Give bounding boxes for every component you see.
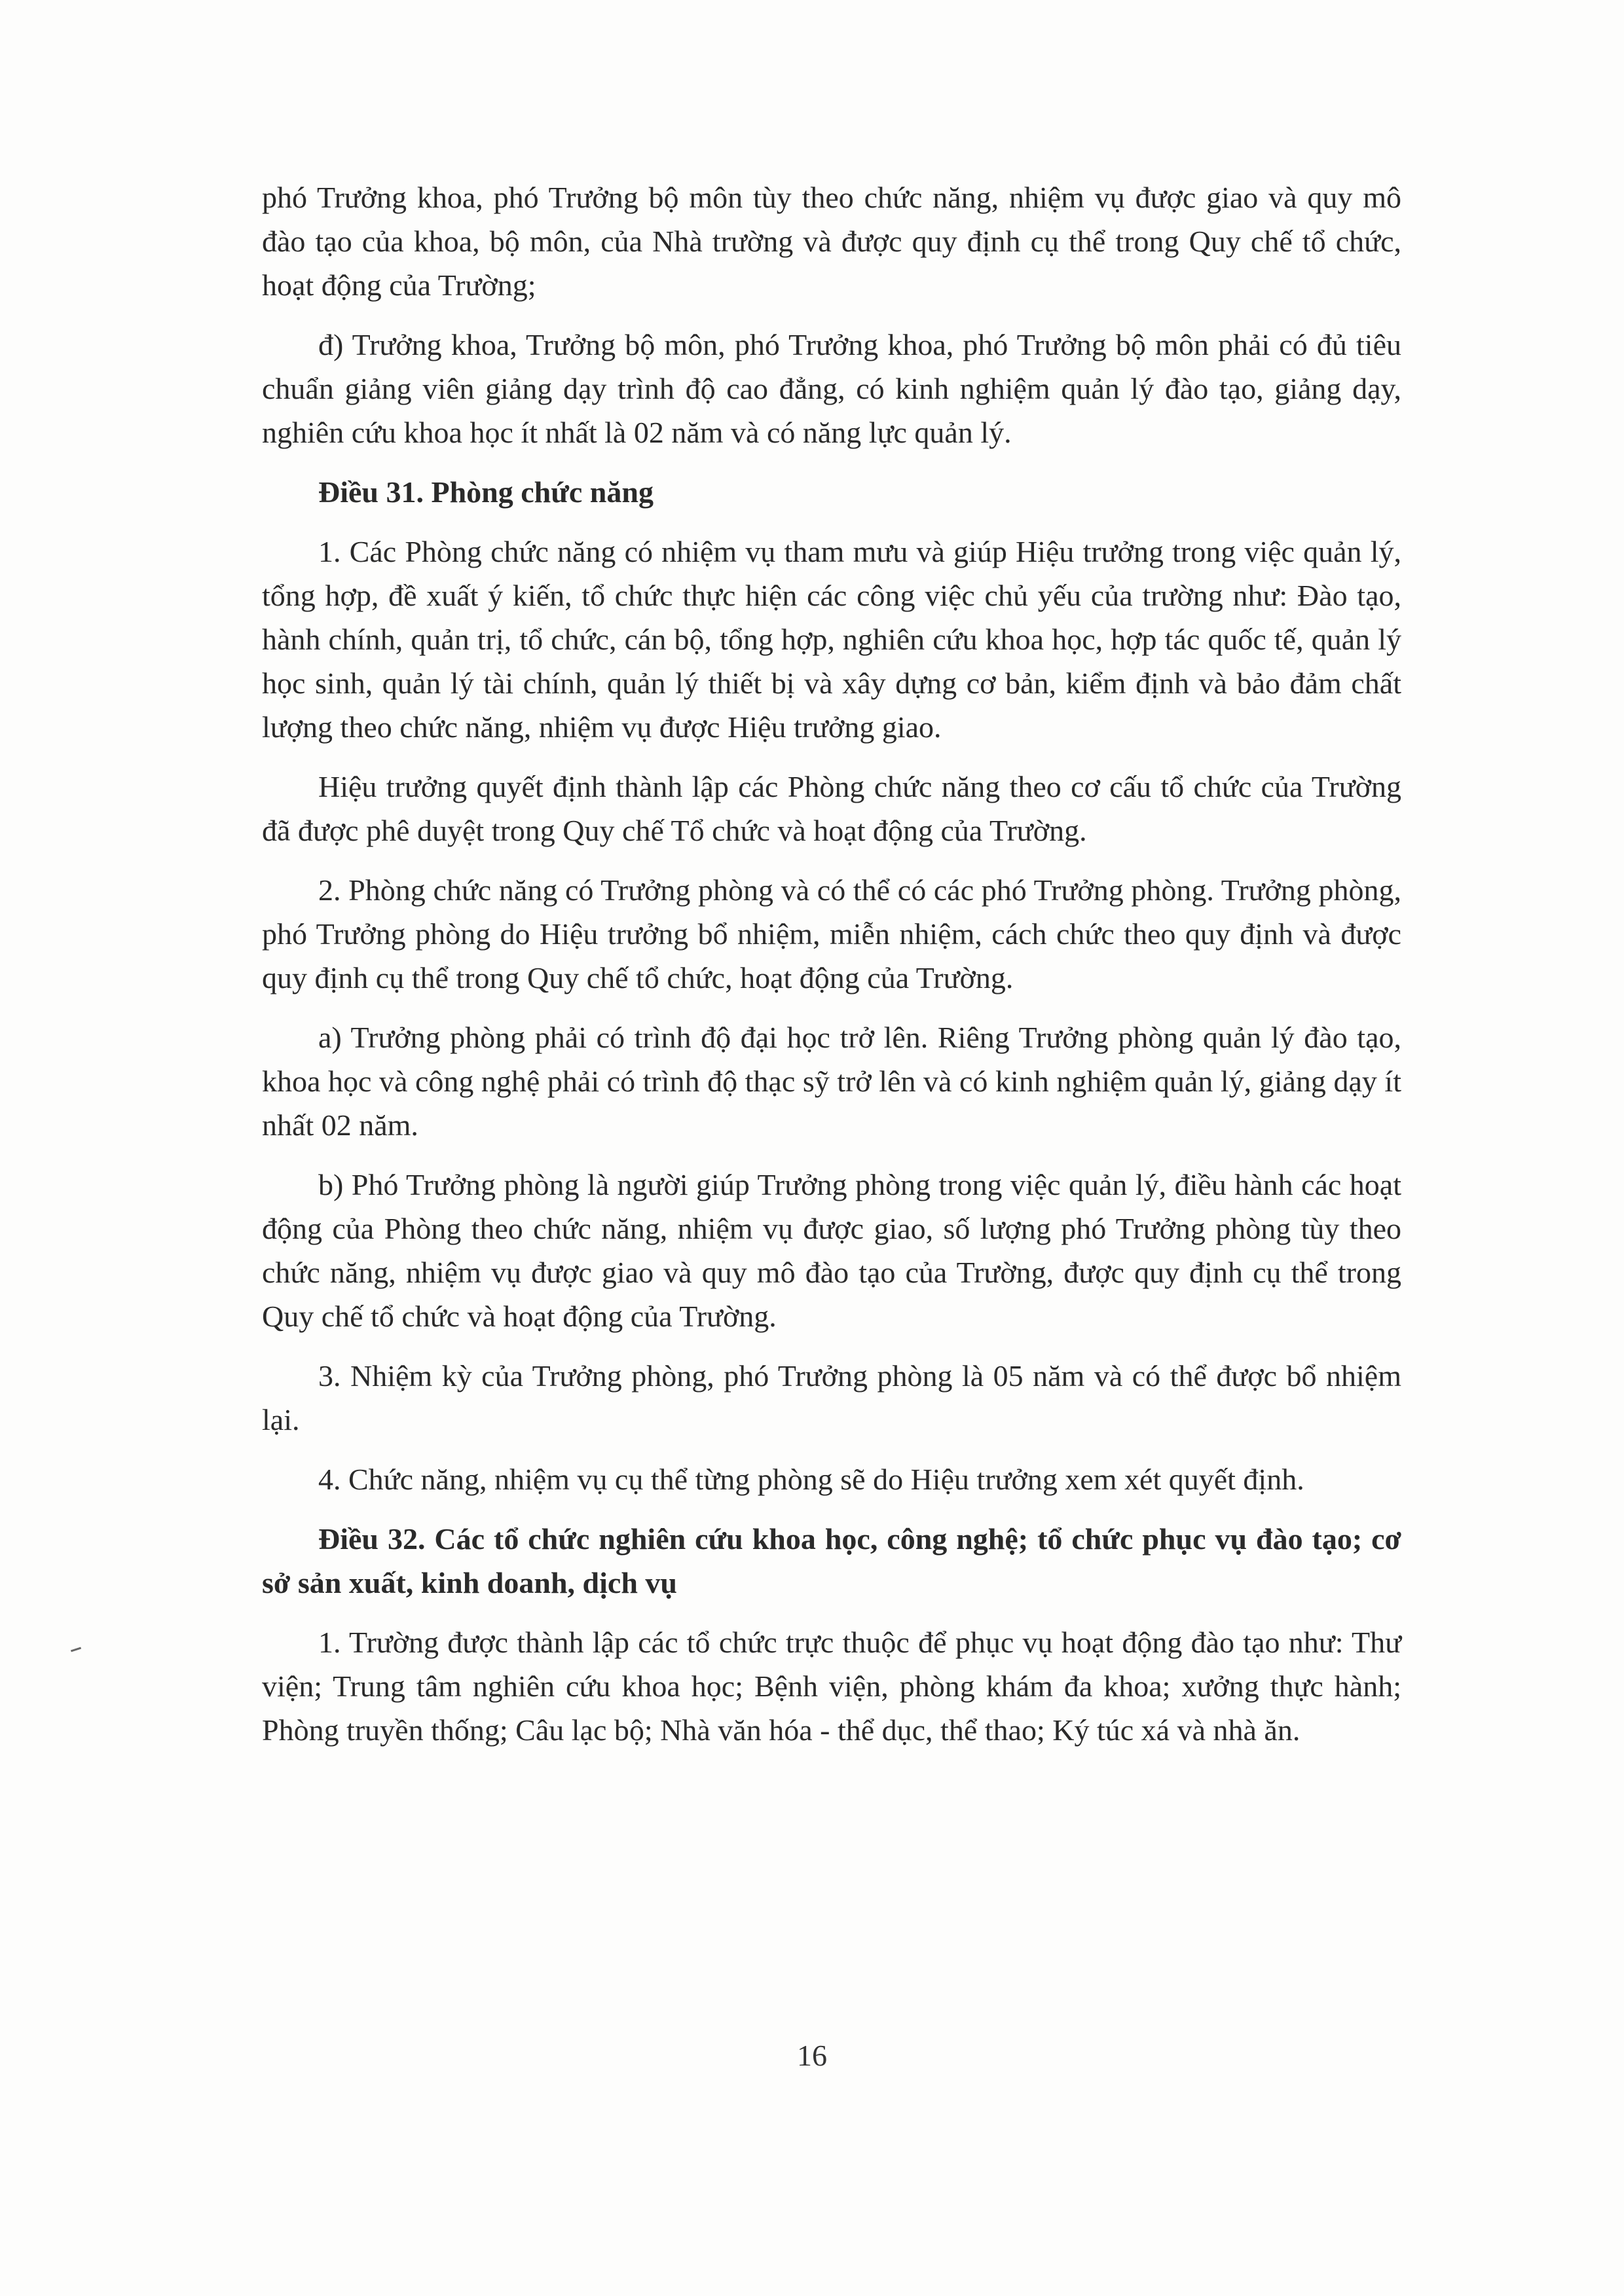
- paragraph-continuation: phó Trưởng khoa, phó Trưởng bộ môn tùy theo chức năng, nhiệm vụ được giao và quy mô đào tạo của khoa, bộ môn, của Nhà trường và được quy định cụ thể trong Quy chế tổ chức, hoạt động của Trường;: [262, 181, 1401, 302]
- article-31-clause-1: 1. Các Phòng chức năng có nhiệm vụ tham mưu và giúp Hiệu trưởng trong việc quản lý, tổng hợp, đề xuất ý kiến, tổ chức thực hiện các công việc chủ yếu của trường như: Đào tạo, hành chính, quản trị, tổ chức, cán bộ, tổng hợp, nghiên cứu khoa học, hợp tác quốc tế, quản lý học sinh, quản lý tài chính, quản lý thiết bị và xây dựng cơ bản, kiểm định và bảo đảm chất lượng theo chức năng, nhiệm vụ được Hiệu trưởng giao.: [262, 535, 1401, 744]
- article-31-clause-2b: b) Phó Trưởng phòng là người giúp Trưởng phòng trong việc quản lý, điều hành các hoạt động của Phòng theo chức năng, nhiệm vụ được giao, số lượng phó Trưởng phòng tùy theo chức năng, nhiệm vụ được giao và quy mô đào tạo của Trường, được quy định cụ thể trong Quy chế tổ chức và hoạt động của Trường.: [262, 1168, 1401, 1333]
- article-32-heading: Điều 32. Các tổ chức nghiên cứu khoa học, công nghệ; tổ chức phục vụ đào tạo; cơ sở sản xuất, kinh doanh, dịch vụ: [262, 1522, 1401, 1599]
- article-31-clause-3: 3. Nhiệm kỳ của Trưởng phòng, phó Trưởng phòng là 05 năm và có thể được bổ nhiệm lại.: [262, 1359, 1401, 1436]
- article-31-heading: Điều 31. Phòng chức năng: [318, 475, 654, 509]
- article-31-clause-2a: a) Trưởng phòng phải có trình độ đại học trở lên. Riêng Trưởng phòng quản lý đào tạo, khoa học và công nghệ phải có trình độ thạc sỹ trở lên và có kinh nghiệm quản lý, giảng dạy ít nhất 02 năm.: [262, 1021, 1401, 1142]
- document-body: [262, 175, 1401, 1768]
- paragraph-clause-dd: đ) Trưởng khoa, Trưởng bộ môn, phó Trưởng khoa, phó Trưởng bộ môn phải có đủ tiêu chuẩn giảng viên giảng dạy trình độ cao đẳng, có kinh nghiệm quản lý đào tạo, giảng dạy, nghiên cứu khoa học ít nhất là 02 năm và có năng lực quản lý.: [262, 328, 1401, 449]
- article-31-clause-2: 2. Phòng chức năng có Trưởng phòng và có thể có các phó Trưởng phòng. Trưởng phòng, phó Trưởng phòng do Hiệu trưởng bổ nhiệm, miễn nhiệm, cách chức theo quy định và được quy định cụ thể trong Quy chế tổ chức, hoạt động của Trường.: [262, 873, 1401, 994]
- article-32-clause-1: 1. Trường được thành lập các tổ chức trực thuộc để phục vụ hoạt động đào tạo như: Thư viện; Trung tâm nghiên cứu khoa học; Bệnh viện, phòng khám đa khoa; xưởng thực hành; Phòng truyền thống; Câu lạc bộ; Nhà văn hóa - thể dục, thể thao; Ký túc xá và nhà ăn.: [262, 1626, 1401, 1747]
- article-31-clause-4: 4. Chức năng, nhiệm vụ cụ thể từng phòng sẽ do Hiệu trưởng xem xét quyết định.: [318, 1463, 1304, 1496]
- article-31-clause-1-note: Hiệu trưởng quyết định thành lập các Phòng chức năng theo cơ cấu tổ chức của Trường đã được phê duyệt trong Quy chế Tổ chức và hoạt động của Trường.: [262, 770, 1401, 847]
- page-number: 16: [797, 2039, 827, 2072]
- scan-mark: [71, 1647, 81, 1652]
